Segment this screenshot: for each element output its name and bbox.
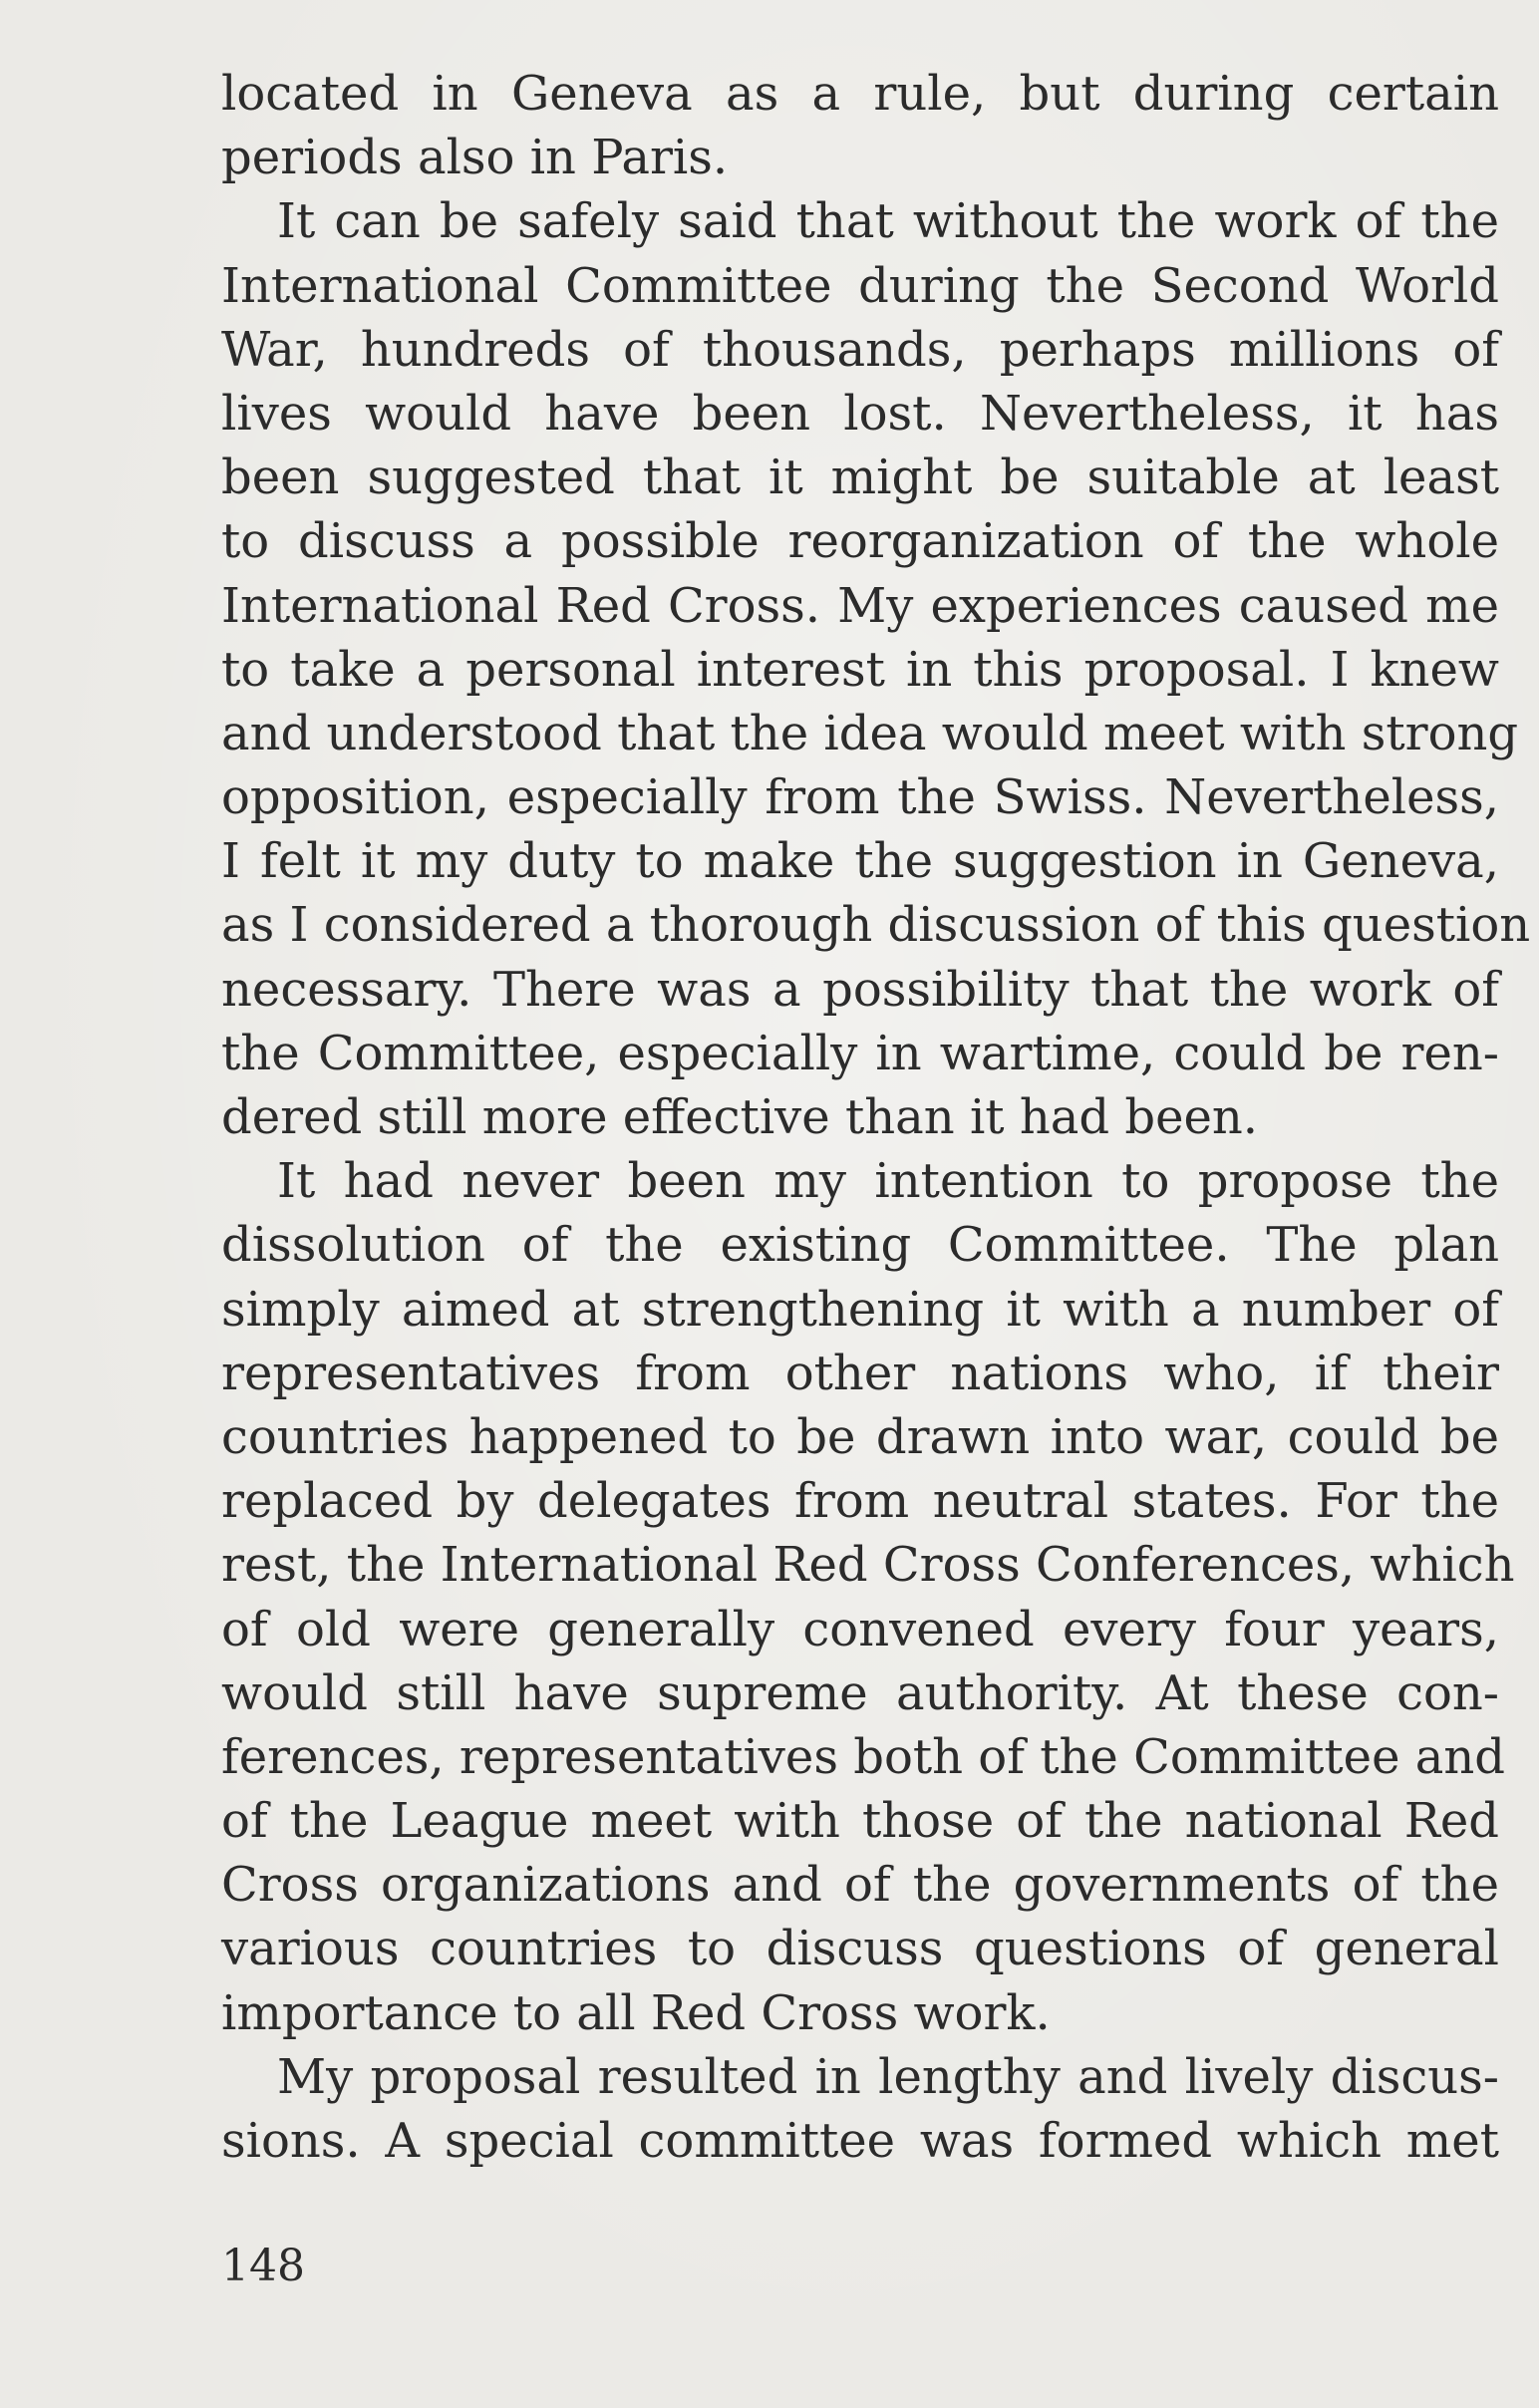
body-text <box>221 62 1531 2173</box>
text-line: dissolution of the existing Committee. The plan <box>221 1217 1499 1274</box>
text-line: lives would have been lost. Nevertheless, it has <box>221 385 1499 442</box>
text-line: opposition, especially from the Swiss. Nevertheless, <box>221 769 1499 826</box>
text-line: International Committee during the Second World <box>221 257 1499 314</box>
page-number: 148 <box>221 2241 305 2291</box>
text-line: I felt it my duty to make the suggestion in Geneva, <box>221 833 1499 890</box>
text-line: simply aimed at strengthening it with a number of <box>221 1281 1499 1338</box>
text-line: importance to all Red Cross work. <box>221 1984 1051 2041</box>
text-line: It had never been my intention to propose the <box>277 1153 1499 1210</box>
text-line: dered still more effective than it had been. <box>221 1089 1259 1145</box>
text-line: sions. A special committee was formed which met <box>221 2113 1499 2169</box>
text-line: been suggested that it might be suitable at least <box>221 450 1499 506</box>
text-line: representatives from other nations who, if their <box>221 1345 1499 1401</box>
text-line: ferences, representatives both of the Committee and <box>221 1728 1506 1785</box>
text-line: necessary. There was a possibility that the work of <box>221 961 1499 1018</box>
text-line: to discuss a possible reorganization of the whole <box>221 513 1499 570</box>
text-line: countries happened to be drawn into war, could be <box>221 1408 1499 1465</box>
text-line: International Red Cross. My experiences caused me <box>221 577 1499 634</box>
text-line: would still have supreme authority. At these con- <box>221 1664 1499 1721</box>
text-line: My proposal resulted in lengthy and lively discus- <box>277 2048 1499 2105</box>
text-line: to take a personal interest in this proposal. I knew <box>221 641 1499 698</box>
text-line: the Committee, especially in wartime, could be ren- <box>221 1025 1499 1081</box>
text-line: replaced by delegates from neutral states. For the <box>221 1473 1499 1530</box>
text-line: rest, the International Red Cross Conferences, which <box>221 1537 1515 1594</box>
text-line: located in Geneva as a rule, but during certain <box>221 66 1499 122</box>
text-line: Cross organizations and of the governments of the <box>221 1857 1499 1914</box>
text-line: It can be safely said that without the work of the <box>277 193 1499 250</box>
text-line: periods also in Paris. <box>221 130 729 186</box>
text-line: of the League meet with those of the national Red <box>221 1793 1499 1850</box>
text-line: various countries to discuss questions of general <box>221 1921 1499 1977</box>
text-line: and understood that the idea would meet with strong <box>221 705 1519 761</box>
text-line: as I considered a thorough discussion of this question <box>221 897 1531 954</box>
text-line: War, hundreds of thousands, perhaps millions of <box>221 321 1499 378</box>
text-line: of old were generally convened every four years, <box>221 1601 1499 1657</box>
